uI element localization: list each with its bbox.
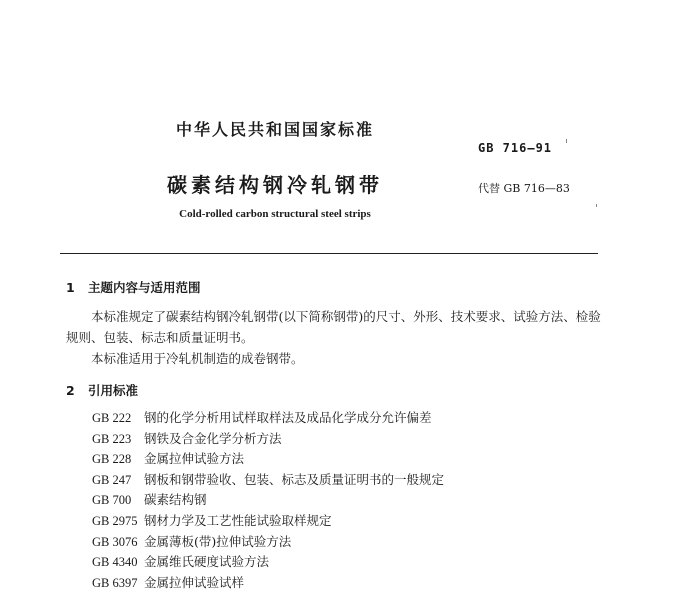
reference-title: 碳素结构钢 xyxy=(144,492,207,508)
section-1-paragraph-1: 本标准规定了碳素结构钢冷轧钢带(以下简称钢带)的尺寸、外形、技术要求、试验方法、检验规则、包装、标志和质量证明书。 xyxy=(66,309,601,345)
reference-item xyxy=(92,408,444,429)
reference-item xyxy=(92,470,444,491)
scan-speck xyxy=(566,139,567,143)
reference-code: GB 3076 xyxy=(92,534,138,549)
document-title-english: Cold-rolled carbon structural steel strips xyxy=(179,208,371,220)
reference-code: GB 700 xyxy=(92,493,132,508)
reference-title: 金属维氏硬度试验方法 xyxy=(144,554,270,570)
reference-item xyxy=(92,490,444,511)
header-divider xyxy=(60,253,598,254)
section-number: 2 xyxy=(66,383,75,398)
section-2-heading xyxy=(66,381,138,399)
section-1-paragraph-2: 本标准适用于冷轧机制造的成卷钢带。 xyxy=(91,351,304,366)
reference-code: GB 4340 xyxy=(92,555,138,570)
section-number: 1 xyxy=(66,280,75,295)
reference-title: 金属拉伸试验试样 xyxy=(144,574,245,590)
reference-code: GB 6397 xyxy=(92,575,138,590)
scan-speck xyxy=(596,204,597,207)
reference-title: 钢的化学分析用试样取样法及成品化学成分允许偏差 xyxy=(144,410,432,425)
reference-title: 金属薄板(带)拉伸试验方法 xyxy=(144,533,292,549)
reference-code: GB 223 xyxy=(92,431,132,446)
section-1-heading xyxy=(66,278,201,296)
reference-item xyxy=(92,532,444,553)
reference-code: GB 2975 xyxy=(92,513,138,528)
replaces-standard: 代替 GB 716—83 xyxy=(478,182,570,195)
reference-title: 钢板和钢带验收、包装、标志及质量证明书的一般规定 xyxy=(144,471,445,487)
reference-list xyxy=(92,408,444,593)
reference-item xyxy=(92,511,444,532)
reference-item xyxy=(92,552,444,573)
reference-title: 钢铁及合金化学分析方法 xyxy=(144,430,282,446)
document-title-chinese: 碳素结构钢冷轧钢带 xyxy=(167,173,383,197)
reference-code: GB 247 xyxy=(92,472,132,487)
reference-item xyxy=(92,449,444,470)
reference-item xyxy=(92,573,444,594)
standard-number: GB 716—91 xyxy=(478,141,553,155)
section-title: 引用标准 xyxy=(88,383,139,398)
issuing-organization: 中华人民共和国国家标准 xyxy=(175,120,374,139)
reference-title: 金属拉伸试验方法 xyxy=(144,451,245,467)
reference-code: GB 222 xyxy=(92,411,132,425)
reference-title: 钢材力学及工艺性能试验取样规定 xyxy=(144,512,332,528)
section-title: 主题内容与适用范围 xyxy=(88,280,201,295)
reference-code: GB 228 xyxy=(92,452,132,467)
reference-item xyxy=(92,429,444,450)
